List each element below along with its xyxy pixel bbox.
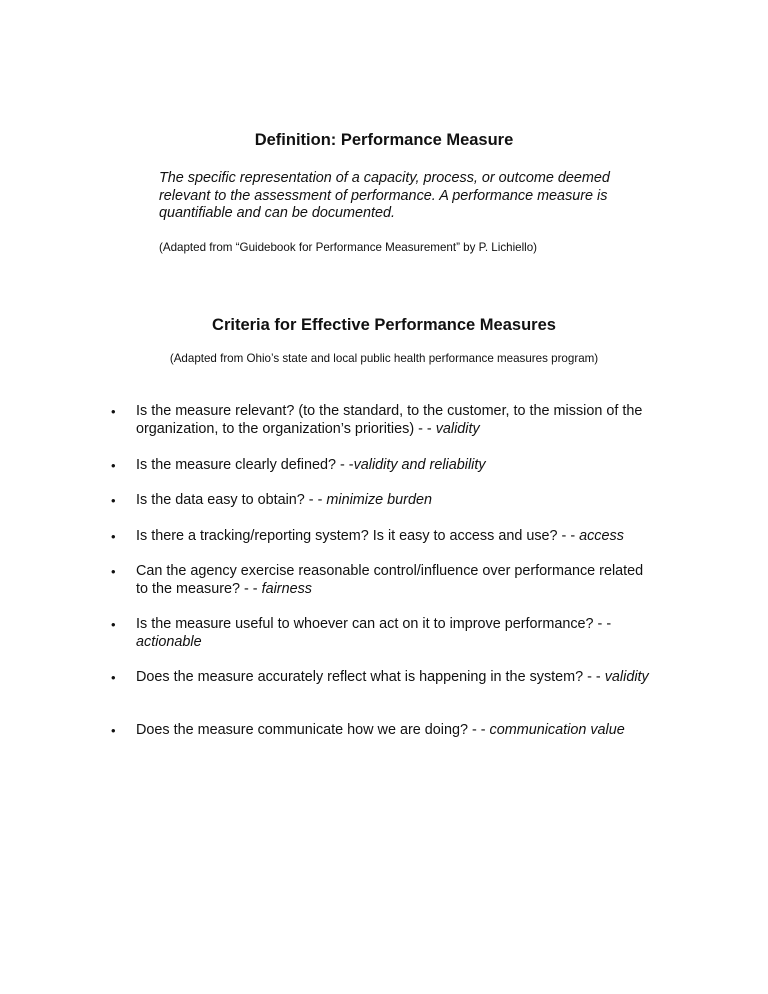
criteria-source: (Adapted from Ohio’s state and local public health performance measures program) bbox=[169, 352, 599, 365]
criterion-text bbox=[136, 492, 651, 510]
bullet-icon: • bbox=[111, 404, 116, 419]
criterion-tag: validity bbox=[435, 420, 480, 437]
criterion-tag: fairness bbox=[261, 580, 312, 597]
criterion-question: Is there a tracking/reporting system? Is it easy to access and use? - - bbox=[136, 528, 580, 544]
criterion-tag: access bbox=[579, 528, 624, 544]
criterion-text bbox=[136, 403, 651, 438]
criterion-text bbox=[136, 457, 651, 475]
criterion-question: Is the measure relevant? (to the standard, to the customer, to the mission of the organization, to the organization’s priorities) - - bbox=[136, 403, 643, 437]
criterion-question: Does the measure communicate how we are doing? - - bbox=[136, 722, 490, 738]
criterion-tag: validity bbox=[604, 669, 649, 685]
definition-title: Definition: Performance Measure bbox=[254, 131, 514, 149]
bullet-icon: • bbox=[111, 493, 116, 508]
criterion-tag: validity and reliability bbox=[353, 457, 486, 473]
definition-source: (Adapted from “Guidebook for Performance Measurement” by P. Lichiello) bbox=[159, 241, 538, 254]
criterion-question: Can the agency exercise reasonable control/influence over performance related to the measure? - - bbox=[136, 563, 644, 597]
definition-text: The specific representation of a capacity, process, or outcome deemed relevant to the assessment of performance. A performance measure is quantifiable and can be documented. bbox=[159, 170, 610, 221]
bullet-icon: • bbox=[111, 723, 116, 738]
criterion-question: Is the measure clearly defined? - - bbox=[136, 457, 354, 473]
criterion-question: Does the measure accurately reflect what is happening in the system? - - bbox=[136, 669, 605, 685]
criterion-text bbox=[136, 722, 651, 740]
criterion-text bbox=[136, 669, 651, 687]
bullet-icon: • bbox=[111, 458, 116, 473]
criterion-text bbox=[136, 616, 651, 651]
bullet-icon: • bbox=[111, 670, 116, 685]
criterion-tag: actionable bbox=[136, 633, 202, 650]
bullet-icon: • bbox=[111, 617, 116, 632]
criterion-question: Is the measure useful to whoever can act on it to improve performance? - - bbox=[136, 616, 612, 632]
criterion-text bbox=[136, 528, 651, 546]
criterion-tag: minimize burden bbox=[326, 492, 432, 508]
bullet-icon: • bbox=[111, 564, 116, 579]
bullet-icon: • bbox=[111, 529, 116, 544]
criterion-text bbox=[136, 563, 651, 598]
criteria-title: Criteria for Effective Performance Measures bbox=[212, 316, 556, 334]
criterion-tag: communication value bbox=[489, 722, 625, 738]
criterion-question: Is the data easy to obtain? - - bbox=[136, 492, 327, 508]
